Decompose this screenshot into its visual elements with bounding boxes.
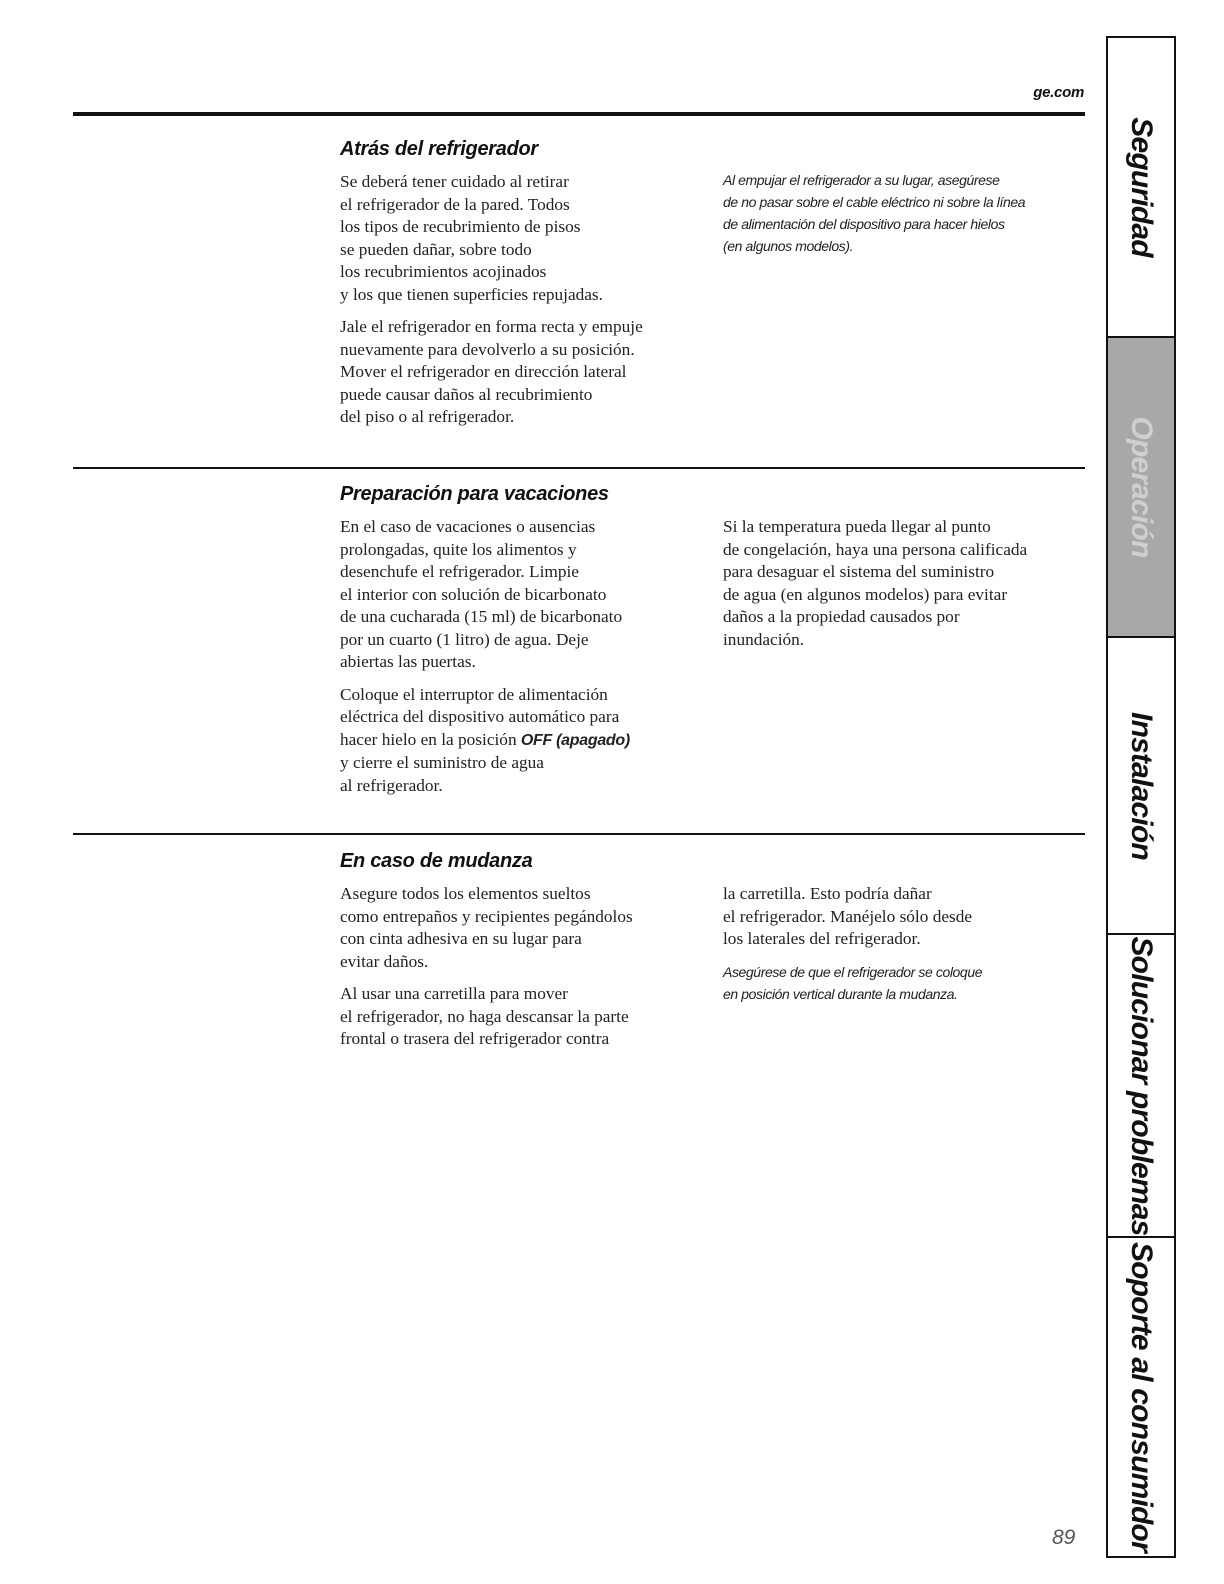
text-line: de no pasar sobre el cable eléctrico ni sobre la línea — [723, 194, 1026, 210]
text-line: Asegure todos los elementos sueltos — [340, 884, 591, 903]
right-column — [723, 516, 1085, 661]
text-line: se pueden dañar, sobre todo — [340, 239, 532, 259]
section-divider — [73, 467, 1085, 469]
paragraph — [340, 516, 712, 674]
left-column — [340, 516, 712, 807]
section-behind-refrigerator — [340, 138, 1085, 491]
text-line: desenchufe el refrigerador. Limpie — [340, 562, 579, 581]
tab-soporte-al-consumidor[interactable] — [1108, 1238, 1174, 1556]
section-vacation-preparation — [340, 483, 1085, 836]
text-line: como entrepaños y recipientes pegándolos — [340, 906, 633, 926]
text-line: prolongadas, quite los alimentos y — [340, 539, 577, 559]
text-line: Al usar una carretilla para mover — [340, 984, 568, 1003]
text-line: Mover el refrigerador en dirección lateral — [340, 362, 627, 381]
text-line: en posición vertical durante la mudanza. — [723, 985, 958, 1002]
text-line: (en algunos modelos). — [723, 238, 854, 254]
paragraph — [340, 983, 712, 1051]
tab-seguridad[interactable] — [1108, 38, 1174, 338]
text-line: En el caso de vacaciones o ausencias — [340, 517, 596, 536]
text-line: de agua (en algunos modelos) para evitar — [723, 584, 1008, 604]
text-line: eléctrica del dispositivo automático para — [340, 707, 620, 726]
caution-note — [723, 961, 1085, 1005]
text-fragment: hacer hielo en la posición — [340, 729, 521, 749]
text-line: para desaguar el sistema del suministro — [723, 562, 995, 581]
text-line: nuevamente para devolverlo a su posición. — [340, 339, 635, 359]
text-line: con cinta adhesiva en su lugar para — [340, 929, 582, 948]
text-line: por un cuarto (1 litro) de agua. Deje — [340, 629, 589, 649]
text-line: daños a la propiedad causados por — [723, 607, 960, 626]
text-line: el interior con solución de bicarbonato — [340, 584, 607, 604]
text-line: Al empujar el refrigerador a su lugar, asegúrese — [723, 172, 1000, 188]
text-line: de alimentación del dispositivo para hacer hielos — [723, 216, 1005, 232]
text-line: de congelación, haya una persona calificada — [723, 539, 1028, 559]
off-emphasis: OFF (apagado) — [520, 731, 630, 749]
right-column — [723, 169, 1085, 257]
text-line: el refrigerador, no haga descansar la parte — [340, 1006, 629, 1026]
text-line: Coloque el interruptor de alimentación — [340, 684, 608, 704]
text-line — [340, 729, 712, 753]
text-line: el refrigerador. Manéjelo sólo desde — [723, 906, 973, 926]
text-line: los recubrimientos acojinados — [340, 262, 547, 281]
text-line: los laterales del refrigerador. — [723, 929, 921, 948]
page-number: 89 — [1052, 1526, 1076, 1549]
paragraph — [340, 171, 712, 306]
paragraph — [723, 516, 1085, 651]
left-column — [340, 171, 712, 439]
text-line: Se deberá tener cuidado al retirar — [340, 172, 569, 191]
tab-solucionar-problemas[interactable] — [1108, 935, 1174, 1238]
tab-instalacion[interactable] — [1108, 638, 1174, 935]
tab-operacion[interactable] — [1108, 338, 1174, 638]
text-line: abiertas las puertas. — [340, 652, 476, 671]
section-tabs — [1106, 36, 1176, 1558]
paragraph — [340, 684, 712, 798]
text-line: la carretilla. Esto podría dañar — [723, 884, 932, 903]
text-line: del piso o al refrigerador. — [340, 407, 515, 426]
text-line: Jale el refrigerador en forma recta y empuje — [340, 317, 643, 336]
tab-label: Solucionar problemas — [1125, 935, 1158, 1236]
right-column — [723, 883, 1085, 1005]
text-line: Si la temperatura pueda llegar al punto — [723, 517, 991, 536]
text-line: el refrigerador de la pared. Todos — [340, 194, 570, 214]
tab-label: Seguridad — [1125, 117, 1158, 257]
paragraph — [723, 883, 1085, 951]
section-moving — [340, 850, 1085, 1203]
tab-label: Operación — [1125, 416, 1158, 558]
tab-label: Soporte al consumidor — [1125, 1242, 1158, 1552]
text-line: y los que tienen superficies repujadas. — [340, 284, 603, 304]
caution-note — [723, 169, 1085, 257]
site-url: ge.com — [1033, 84, 1084, 101]
text-line: de una cucharada (15 ml) de bicarbonato — [340, 607, 623, 626]
text-line: frontal o trasera del refrigerador contra — [340, 1029, 610, 1048]
left-column — [340, 883, 712, 1061]
top-rule — [73, 112, 1085, 116]
section-heading: Preparación para vacaciones — [340, 483, 609, 505]
section-heading: En caso de mudanza — [340, 850, 533, 872]
text-line: al refrigerador. — [340, 775, 443, 795]
text-line: inundación. — [723, 629, 805, 649]
text-line: puede causar daños al recubrimiento — [340, 384, 593, 404]
text-line: evitar daños. — [340, 951, 429, 971]
tab-label: Instalación — [1125, 711, 1158, 860]
section-heading: Atrás del refrigerador — [340, 138, 538, 160]
text-line: los tipos de recubrimiento de pisos — [340, 217, 581, 236]
paragraph — [340, 883, 712, 973]
text-line: Asegúrese de que el refrigerador se coloque — [723, 963, 983, 980]
paragraph — [340, 316, 712, 429]
section-divider — [73, 833, 1085, 835]
text-line: y cierre el suministro de agua — [340, 753, 544, 772]
